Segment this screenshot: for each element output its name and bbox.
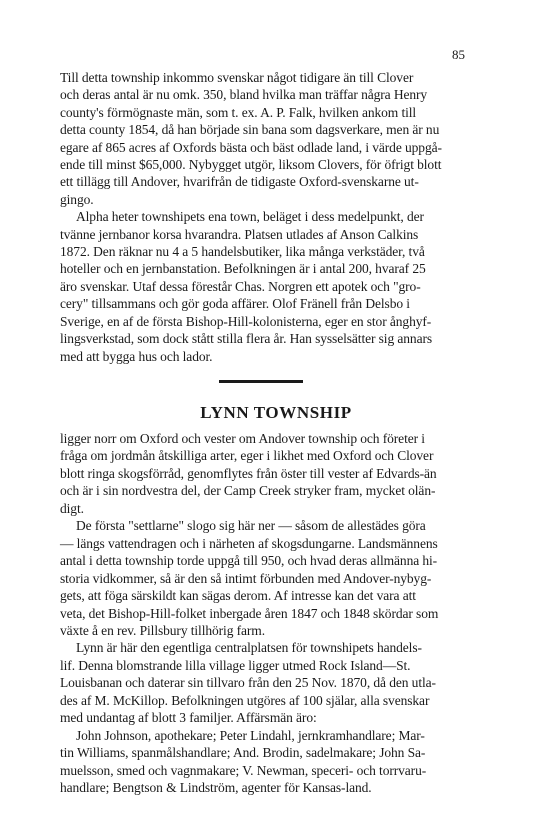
text-line: veta, det Bishop-Hill-folket inbergade åren 1847 och 1848 skördar som [60,605,439,621]
text-line: storia vidkommer, så är den så intimt förbunden med Andover-nybyg- [60,570,432,586]
text-line: tvänne jernbanor korsa hvarandra. Platsen utlades af Anson Calkins [60,226,419,242]
text-line: Alpha heter townshipets ena town, beläget i dess medelpunkt, der [76,209,424,225]
paragraph [60,430,492,517]
text-line: antal i detta township torde uppgå till 950, och hvad deras allmänna hi- [60,553,438,569]
text-line: lif. Denna blomstrande lilla village ligger utmed Rock Island—St. [60,657,411,673]
text-line: lingsverkstad, som dock stått stilla flera år. Han sysselsätter sig annars [60,331,433,347]
text-line: John Johnson, apothekare; Peter Lindahl, jernkramhandlare; Mar- [76,727,425,743]
paragraph [60,639,492,726]
text-line: tin Williams, spanmålshandlare; And. Brodin, sadelmakare; John Sa- [60,745,426,761]
page-number: 85 [452,47,465,62]
text-line: Louisbanan och daterar sin tillvaro från den 25 Nov. 1870, då den utla- [60,675,436,691]
text-line: 1872. Den räknar nu 4 a 5 handelsbutiker, lika många verkstäder, två [60,244,425,260]
text-line: De första "settlarne" slogo sig här ner — såsom de allestädes göra [76,518,426,534]
text-line: gets, att föga särskildt kan sägas derom. Af intresse kan det vara att [60,588,416,604]
bottom-text-block [60,430,492,797]
paragraph [60,69,492,208]
top-text-block [60,69,492,365]
text-line: muelsson, smed och vagnmakare; V. Newman, speceri- och torrvaru- [60,762,427,778]
text-line: äro svenskar. Utaf dessa förestår Chas. Norgren ett apotek och "gro- [60,278,421,294]
text-line: egare af 865 acres af Oxfords bästa och bäst odlade land, i värde uppgå- [60,139,442,155]
text-line: handlare; Bengtson & Lindström, agenter för Kansas-land. [60,780,372,796]
text-line: Till detta township inkommo svenskar något tidigare än till Clover [60,70,414,85]
text-line: des af M. McKillop. Befolkningen utgöres af 100 själar, alla svenskar [60,692,430,708]
text-line: ligger norr om Oxford och vester om Andover township och företer i [60,431,425,446]
paragraph [60,517,492,639]
text-line: Sverige, en af de första Bishop-Hill-kolonisterna, eger en stor ånghyf- [60,313,432,329]
text-line: växte å en rev. Pillsbury tillhörig farm. [60,622,265,638]
text-line: gingo. [60,191,94,207]
text-line: blott ringa skogsförråd, genomflytes från öster till vester af Edvards-än [60,465,437,481]
section-divider [219,380,303,383]
text-line: ett tillägg till Andover, hvarifrån de tidigaste Oxford-svenskarne ut- [60,174,419,190]
paragraph [60,208,492,365]
text-line: ende till minst $65,000. Nybygget utgör, liksom Clovers, för öfrigt blott [60,157,442,173]
text-line: detta county 1854, då han började sin bana som dagsverkare, men är nu [60,122,440,138]
text-line: Lynn är här den egentliga centralplatsen för townshipets handels- [76,640,422,656]
paragraph [60,727,492,797]
section-title: LYNN TOWNSHIP [200,403,352,422]
text-line: fråga om jordmån åtskilliga arter, eger i likhet med Oxford och Clover [60,448,434,464]
text-line: och deras antal är nu omk. 350, bland hvilka man träffar några Henry [60,87,428,103]
text-line: digt. [60,500,84,516]
text-line: med att bygga hus och lador. [60,348,213,364]
text-line: cery" tillsammans och gör goda affärer. Olof Fränell från Delsbo i [60,296,410,312]
text-line: county's förmögnaste män, som t. ex. A. P. Falk, hvilken ankom till [60,104,417,120]
text-line: — längs vattendragen och i närheten af skogsdungarne. Landsmännens [60,535,438,551]
text-line: och är i sin nordvestra del, der Camp Creek stryker fram, mycket olän- [60,483,436,499]
text-line: hoteller och en jernbanstation. Befolkningen är i antal 200, hvaraf 25 [60,261,426,277]
text-line: med undantag af blott 3 familjer. Affärsmän äro: [60,710,317,726]
